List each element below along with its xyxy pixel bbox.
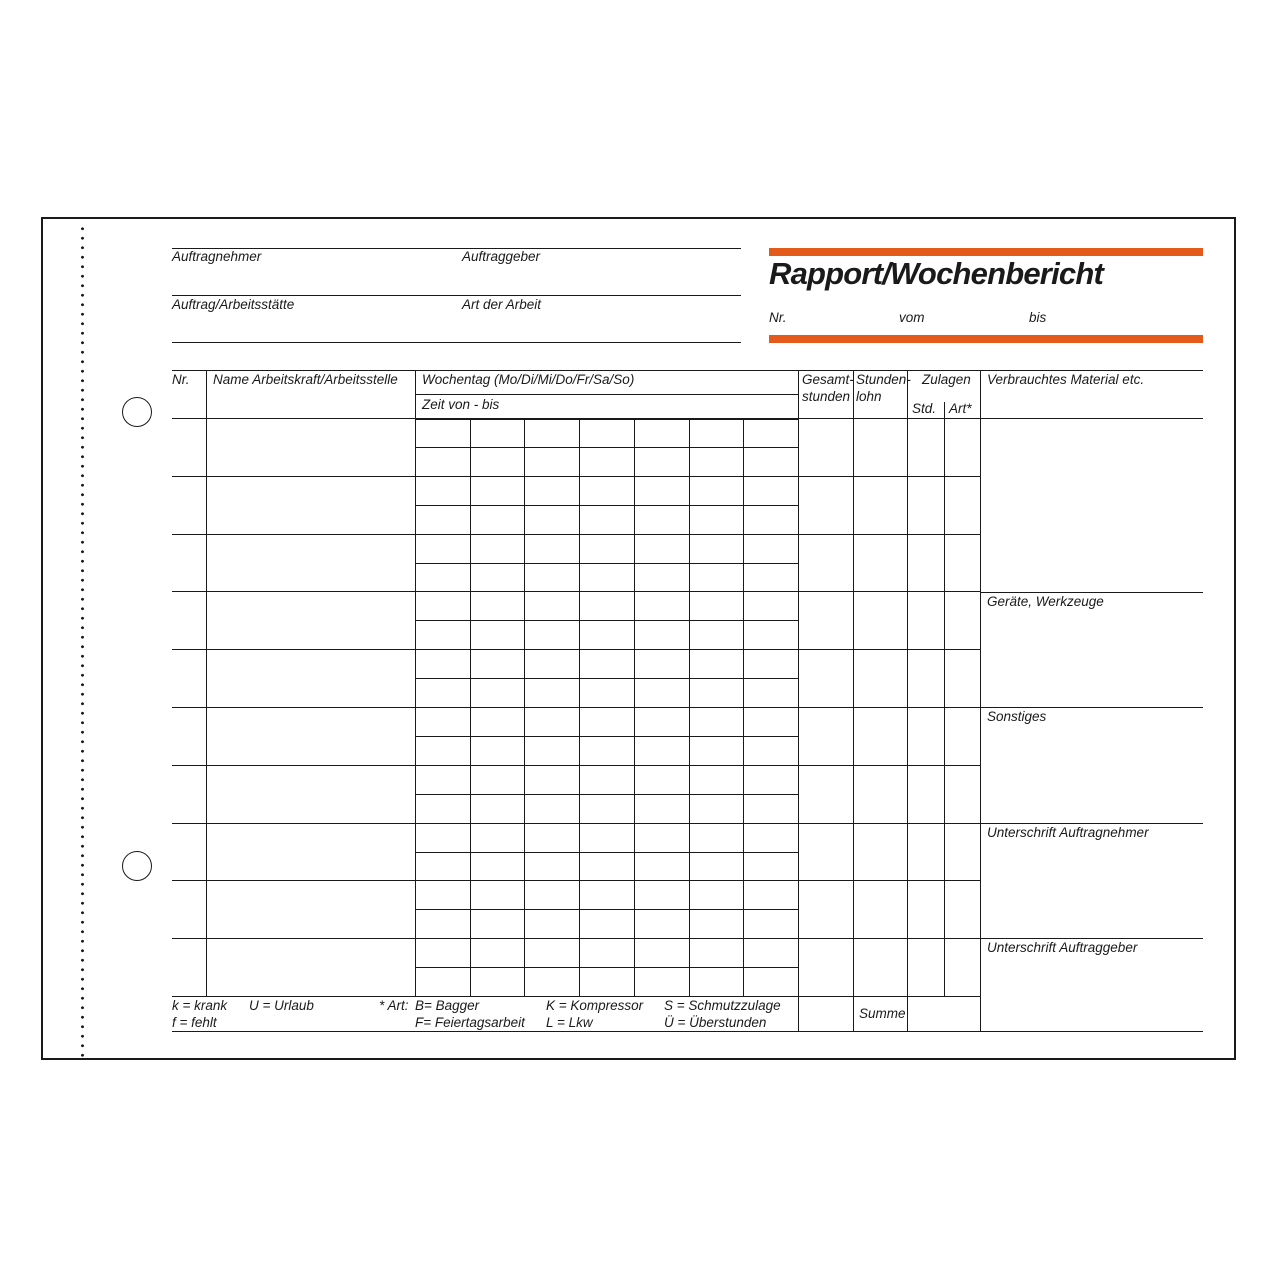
row-separator bbox=[172, 591, 980, 592]
legend-krank: k = krank bbox=[172, 998, 228, 1013]
material-section-line bbox=[980, 707, 1203, 708]
row-separator bbox=[172, 880, 980, 881]
auftragnehmer-label: Auftragnehmer bbox=[172, 249, 262, 264]
col-sep-days-gesamt bbox=[798, 370, 799, 1031]
col-zulagen-header: Zulagen bbox=[922, 372, 971, 387]
day-column-line bbox=[634, 418, 635, 996]
col-lohn-header-2: lohn bbox=[856, 389, 882, 404]
day-half-row-line bbox=[415, 620, 798, 621]
table-top-border bbox=[172, 370, 1203, 371]
zeit-subheader-line bbox=[415, 394, 798, 395]
day-half-row-line bbox=[415, 794, 798, 795]
legend-kompressor: K = Kompressor bbox=[546, 998, 644, 1013]
day-half-row-line bbox=[415, 736, 798, 737]
vom-label: vom bbox=[899, 310, 925, 325]
row-separator bbox=[172, 996, 980, 997]
col-sep-lohn-zulagen bbox=[907, 370, 908, 1031]
row-separator bbox=[172, 534, 980, 535]
col-sep-zulagen-material bbox=[980, 370, 981, 1031]
auftraggeber-label: Auftraggeber bbox=[462, 249, 541, 264]
day-half-row-line bbox=[415, 505, 798, 506]
day-column-line bbox=[579, 418, 580, 996]
sonstiges-label: Sonstiges bbox=[987, 709, 1047, 724]
geraete-label: Geräte, Werkzeuge bbox=[987, 594, 1104, 609]
legend-ueberstunden: Ü = Überstunden bbox=[664, 1015, 767, 1030]
day-column-line bbox=[470, 418, 471, 996]
col-wochentag-header: Wochentag (Mo/Di/Mi/Do/Fr/Sa/So) bbox=[422, 372, 635, 387]
legend-art: * Art: bbox=[379, 998, 409, 1013]
legend-lkw: L = Lkw bbox=[546, 1015, 593, 1030]
col-sep-name-days bbox=[415, 370, 416, 996]
day-half-row-line bbox=[415, 909, 798, 910]
day-half-row-line bbox=[415, 678, 798, 679]
col-art-header: Art* bbox=[949, 401, 972, 416]
art-der-arbeit-label: Art der Arbeit bbox=[462, 297, 542, 312]
row-separator bbox=[172, 765, 980, 766]
col-sep-gesamt-lohn bbox=[853, 370, 854, 1031]
day-grid-top bbox=[415, 419, 798, 420]
row-separator bbox=[172, 938, 980, 939]
summe-label: Summe bbox=[859, 1006, 906, 1021]
legend-bagger: B= Bagger bbox=[415, 998, 480, 1013]
col-name-header: Name Arbeitskraft/Arbeitsstelle bbox=[213, 372, 398, 387]
day-half-row-line bbox=[415, 563, 798, 564]
bis-label: bis bbox=[1029, 310, 1047, 325]
unterschrift-auftraggeber-label: Unterschrift Auftraggeber bbox=[987, 940, 1138, 955]
row-separator bbox=[172, 823, 980, 824]
day-half-row-line bbox=[415, 852, 798, 853]
col-gesamt-header-1: Gesamt- bbox=[802, 372, 854, 387]
col-zeit-header: Zeit von - bis bbox=[422, 397, 500, 412]
day-column-line bbox=[524, 418, 525, 996]
row-separator bbox=[172, 649, 980, 650]
col-std-header: Std. bbox=[912, 401, 937, 416]
nr-label: Nr. bbox=[769, 310, 787, 325]
form-title: Rapport/Wochenbericht bbox=[769, 256, 1103, 291]
unterschrift-auftragnehmer-label: Unterschrift Auftragnehmer bbox=[987, 825, 1149, 840]
legend-feiertagsarbeit: F= Feiertagsarbeit bbox=[415, 1015, 525, 1030]
col-sep-nr-name bbox=[206, 370, 207, 996]
day-half-row-line bbox=[415, 447, 798, 448]
zulagen-header-divider bbox=[944, 402, 945, 418]
table-bottom-border bbox=[172, 1031, 1203, 1032]
col-sep-std-art bbox=[944, 418, 945, 996]
row-separator bbox=[172, 476, 980, 477]
material-section-line bbox=[980, 823, 1203, 824]
col-lohn-header-1: Stunden- bbox=[856, 372, 911, 387]
day-column-line bbox=[743, 418, 744, 996]
legend-schmutzzulage: S = Schmutzzulage bbox=[664, 998, 781, 1013]
material-section-line bbox=[980, 592, 1203, 593]
day-column-line bbox=[689, 418, 690, 996]
col-material-header: Verbrauchtes Material etc. bbox=[987, 372, 1145, 387]
material-section-line bbox=[980, 938, 1203, 939]
auftrag-arbeitsstaette-label: Auftrag/Arbeitsstätte bbox=[172, 297, 295, 312]
col-gesamt-header-2: stunden bbox=[802, 389, 851, 404]
row-separator bbox=[172, 707, 980, 708]
legend-urlaub: U = Urlaub bbox=[249, 998, 314, 1013]
col-nr-header: Nr. bbox=[172, 372, 190, 387]
legend-fehlt: f = fehlt bbox=[172, 1015, 217, 1030]
day-half-row-line bbox=[415, 967, 798, 968]
